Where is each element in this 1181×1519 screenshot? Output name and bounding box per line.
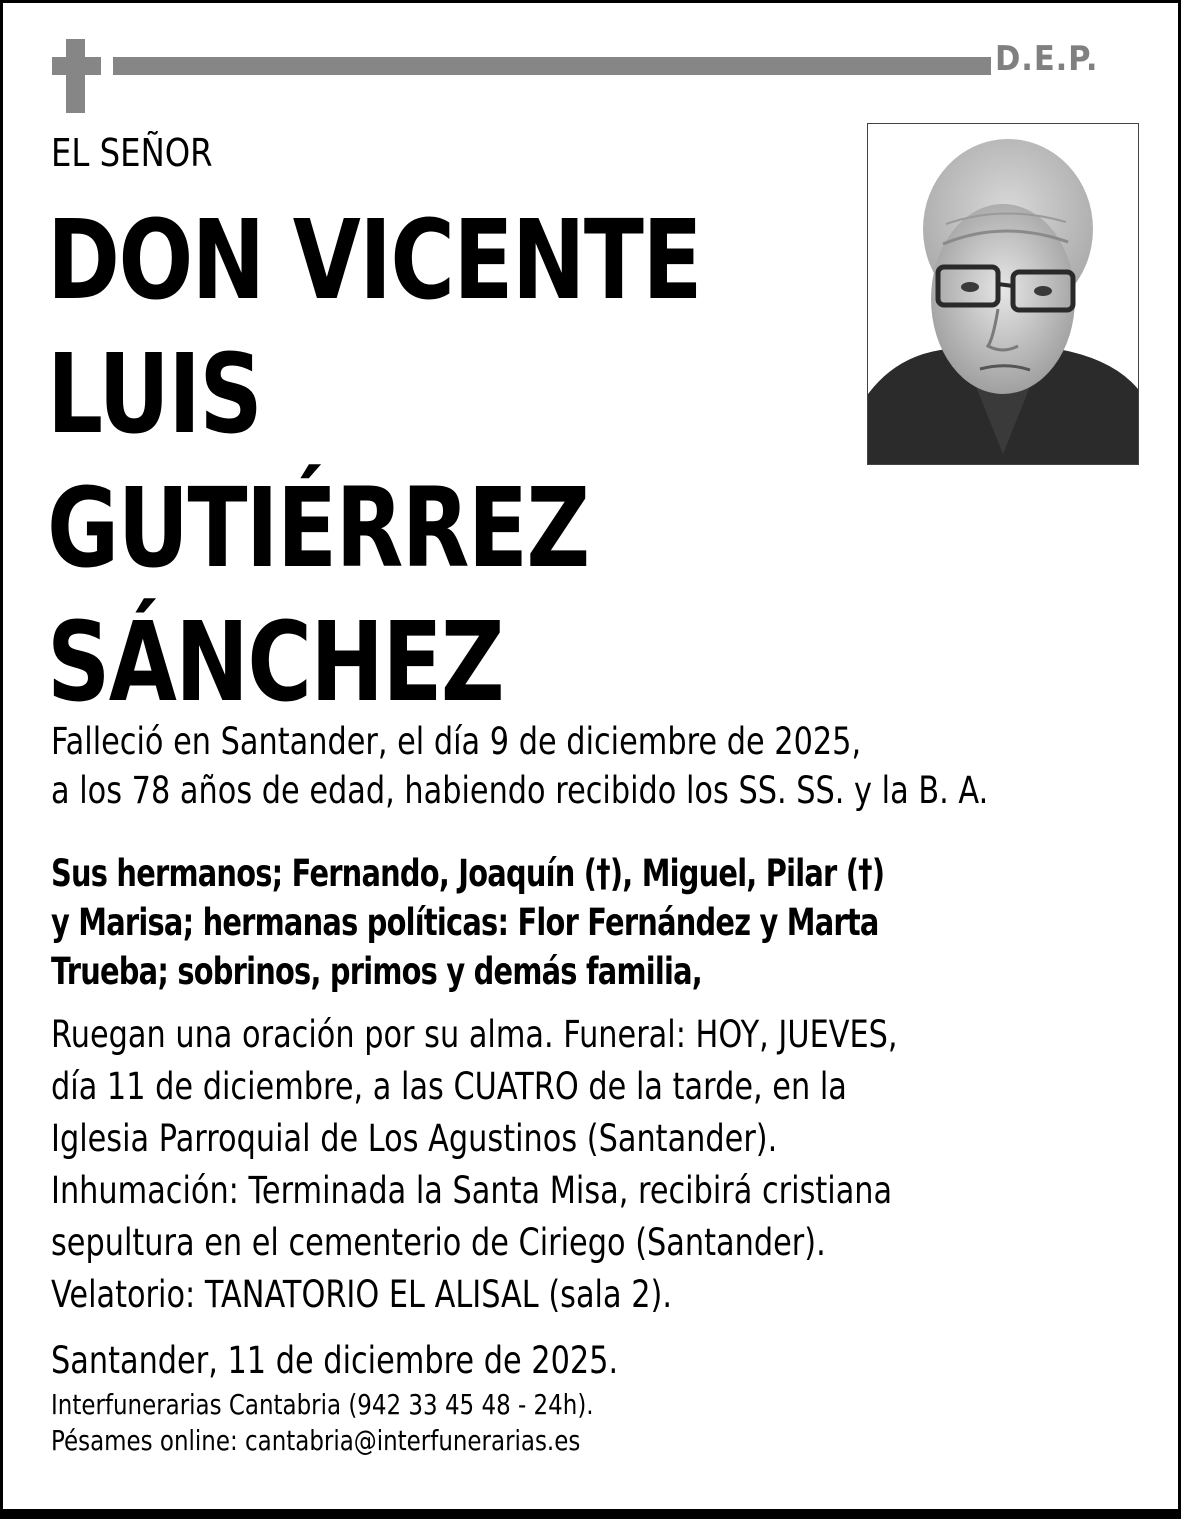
cross-icon-arm — [52, 57, 101, 75]
honorific: EL SEÑOR — [51, 131, 213, 175]
portrait-image — [868, 124, 1138, 464]
text-line: y Marisa; hermanas políticas: Flor Fernández y Marta — [51, 901, 879, 944]
text-line: Iglesia Parroquial de Los Agustinos (Santander). — [51, 1117, 778, 1160]
place-date: Santander, 11 de diciembre de 2025. — [51, 1339, 619, 1382]
header-rule — [113, 57, 991, 75]
text-line: sepultura en el cementerio de Ciriego (Santander). — [51, 1221, 826, 1264]
text-line: Falleció en Santander, el día 9 de diciembre de 2025, — [51, 720, 862, 763]
text-line: Trueba; sobrinos, primos y demás familia, — [51, 950, 702, 993]
portrait-photo — [867, 123, 1139, 465]
text-line: Sus hermanos; Fernando, Joaquín (†), Miguel, Pilar (†) — [51, 852, 885, 895]
condolences-email: Pésames online: cantabria@interfunerarias.es — [51, 1424, 581, 1457]
funeral-home: Interfunerarias Cantabria (942 33 45 48 - 24h). — [51, 1388, 594, 1421]
text-line: Inhumación: Terminada la Santa Misa, recibirá cristiana — [51, 1169, 893, 1212]
text-line: a los 78 años de edad, habiendo recibido los SS. SS. y la B. A. — [51, 769, 989, 812]
family-mourners — [51, 849, 884, 996]
deceased-name — [47, 193, 701, 729]
name-line: GUTIÉRREZ — [47, 464, 589, 592]
name-line: LUIS — [47, 330, 262, 458]
text-line: Velatorio: TANATORIO EL ALISAL (sala 2). — [51, 1273, 673, 1316]
dep-label: D.E.P. — [995, 39, 1099, 79]
death-details — [51, 717, 988, 815]
name-line: DON VICENTE — [47, 196, 701, 324]
funeral-home-contact — [51, 1387, 594, 1459]
service-details — [51, 1009, 898, 1321]
text-line: Ruegan una oración por su alma. Funeral: HOY, JUEVES, — [51, 1013, 898, 1056]
name-line: SÁNCHEZ — [47, 598, 504, 726]
cross-icon — [66, 39, 85, 113]
bottom-border — [0, 1509, 1181, 1519]
text-line: día 11 de diciembre, a las CUATRO de la tarde, en la — [51, 1065, 847, 1108]
